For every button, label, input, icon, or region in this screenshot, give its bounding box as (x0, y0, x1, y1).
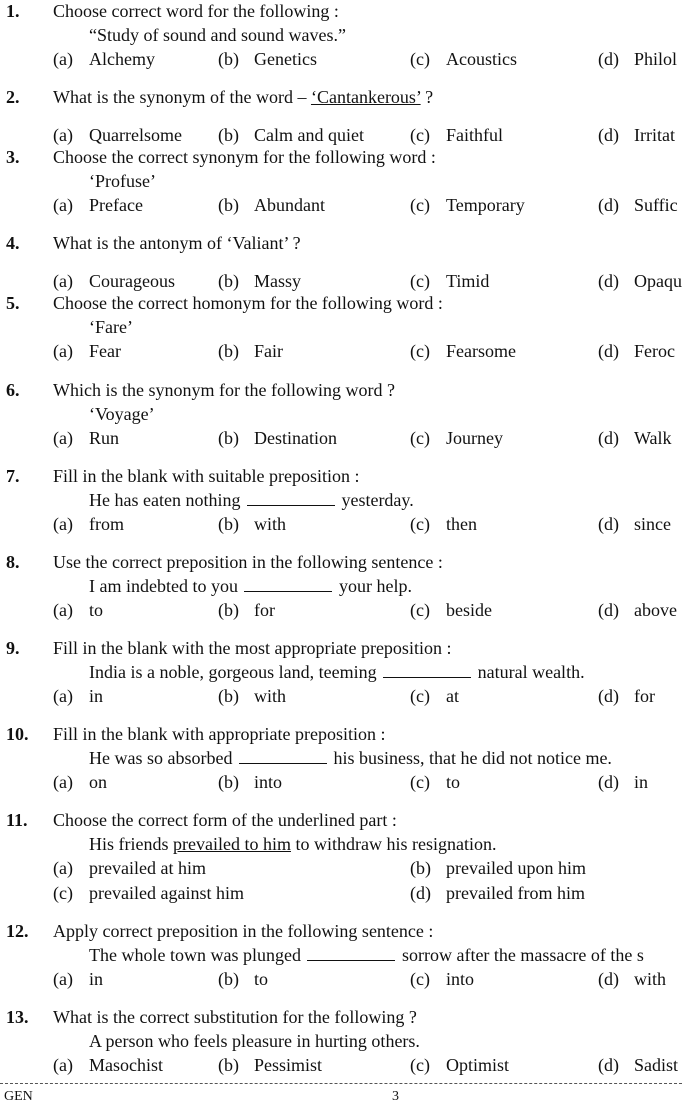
question-number: 4. (6, 233, 20, 253)
option-text: Genetics (254, 49, 317, 69)
option-text: Optimist (446, 1055, 510, 1075)
option-letter: (c) (410, 49, 430, 69)
option-letter: (d) (598, 125, 619, 145)
question-1 (0, 0, 682, 84)
option-letter: (a) (53, 341, 73, 361)
option-a[interactable] (53, 515, 124, 533)
option-text: with (254, 514, 287, 534)
question-number: 12. (6, 921, 29, 941)
option-d[interactable] (598, 429, 672, 447)
prompt-text: yesterday. (336, 490, 414, 510)
option-letter: (c) (410, 600, 430, 620)
option-c[interactable] (410, 342, 516, 360)
option-text: Alchemy (89, 49, 155, 69)
option-text: Calm and quiet (254, 125, 364, 145)
option-text: Temporary (446, 195, 525, 215)
option-text: prevailed at him (89, 858, 206, 878)
option-letter: (c) (410, 271, 430, 291)
option-text: in (89, 969, 104, 989)
option-text: with (634, 969, 667, 989)
question-12 (0, 920, 682, 1004)
question-5 (0, 292, 682, 376)
option-a[interactable] (53, 970, 103, 988)
option-c[interactable] (410, 773, 460, 791)
option-letter: (b) (218, 428, 239, 448)
option-text: from (89, 514, 124, 534)
question-prompt (89, 946, 644, 964)
prompt-text: India is a noble, gorgeous land, teeming (89, 662, 382, 682)
option-d[interactable] (598, 50, 677, 68)
option-text: Philol (634, 49, 678, 69)
question-number: 10. (6, 724, 29, 744)
option-c[interactable] (410, 1056, 509, 1074)
question-prompt: “Study of sound and sound waves.” (89, 25, 346, 45)
option-a[interactable] (53, 687, 103, 705)
answer-blank (239, 749, 327, 764)
question-prompt: ‘Profuse’ (89, 171, 156, 191)
option-b[interactable] (218, 50, 317, 68)
question-prompt (89, 749, 612, 767)
question-prompt (89, 663, 585, 681)
option-a[interactable] (53, 196, 143, 214)
question-13 (0, 1006, 682, 1090)
option-letter: (d) (598, 428, 619, 448)
option-text: Destination (254, 428, 337, 448)
footer-divider (0, 1083, 682, 1084)
option-text: then (446, 514, 477, 534)
option-b[interactable] (218, 272, 301, 290)
option-letter: (d) (598, 341, 619, 361)
prompt-text: his business, that he did not notice me. (328, 748, 612, 768)
stem-text: ? (420, 87, 434, 107)
question-prompt: ‘Fare’ (89, 317, 133, 337)
option-a[interactable] (53, 126, 182, 144)
question-10 (0, 723, 682, 807)
question-stem: Fill in the blank with appropriate preposition : (53, 724, 386, 744)
option-b[interactable] (218, 687, 286, 705)
option-letter: (a) (53, 969, 73, 989)
option-letter: (c) (410, 341, 430, 361)
option-text: at (446, 686, 459, 706)
option-text: beside (446, 600, 492, 620)
option-d[interactable] (598, 272, 682, 290)
question-stem: What is the correct substitution for the following ? (53, 1007, 417, 1027)
option-d[interactable] (598, 126, 675, 144)
option-c[interactable] (410, 126, 503, 144)
option-b[interactable] (218, 342, 283, 360)
question-stem: What is the antonym of ‘Valiant’ ? (53, 233, 301, 253)
question-stem: Fill in the blank with the most appropriate preposition : (53, 638, 452, 658)
prompt-text: His friends (89, 834, 173, 854)
option-letter: (a) (53, 772, 73, 792)
option-b[interactable] (218, 196, 325, 214)
option-c[interactable] (410, 515, 477, 533)
question-9 (0, 637, 682, 721)
option-b[interactable] (410, 859, 586, 877)
option-letter: (b) (218, 341, 239, 361)
option-text: Preface (89, 195, 143, 215)
option-text: Run (89, 428, 120, 448)
option-a[interactable] (53, 272, 175, 290)
option-a[interactable] (53, 859, 206, 877)
option-text: Walk (634, 428, 672, 448)
option-text: Faithful (446, 125, 503, 145)
question-number: 1. (6, 1, 20, 21)
option-text: on (89, 772, 107, 792)
option-letter: (b) (218, 686, 239, 706)
option-letter: (c) (410, 969, 430, 989)
answer-blank (383, 663, 471, 678)
option-letter: (d) (598, 514, 619, 534)
question-prompt (89, 491, 414, 509)
option-text: Quarrelsome (89, 125, 182, 145)
option-text: prevailed upon him (446, 858, 586, 878)
prompt-text: sorrow after the massacre of the s (397, 945, 644, 965)
option-text: Journey (446, 428, 503, 448)
option-a[interactable] (53, 1056, 163, 1074)
option-letter: (b) (218, 600, 239, 620)
option-c[interactable] (410, 429, 503, 447)
option-letter: (a) (53, 1055, 73, 1075)
option-d[interactable] (598, 970, 666, 988)
option-c[interactable] (410, 50, 517, 68)
option-letter: (d) (598, 772, 619, 792)
option-b[interactable] (218, 970, 268, 988)
option-letter: (a) (53, 195, 73, 215)
option-letter: (d) (598, 49, 619, 69)
question-prompt (89, 835, 496, 853)
option-letter: (b) (218, 195, 239, 215)
option-letter: (b) (218, 271, 239, 291)
option-c[interactable] (410, 272, 489, 290)
option-letter: (c) (410, 772, 430, 792)
option-text: to (254, 969, 269, 989)
option-letter: (a) (53, 271, 73, 291)
question-number: 5. (6, 293, 20, 313)
prompt-text: natural wealth. (473, 662, 585, 682)
prompt-text: I am indebted to you (89, 576, 243, 596)
page-number: 3 (392, 1089, 399, 1104)
option-d[interactable] (598, 687, 655, 705)
question-stem: Choose correct word for the following : (53, 1, 339, 21)
question-stem: Apply correct preposition in the following sentence : (53, 921, 434, 941)
option-a[interactable] (53, 50, 155, 68)
option-letter: (d) (598, 686, 619, 706)
option-text: to (89, 600, 104, 620)
option-letter: (b) (410, 858, 431, 878)
option-a[interactable] (53, 601, 103, 619)
option-a[interactable] (53, 773, 107, 791)
option-text: Massy (254, 271, 302, 291)
option-letter: (a) (53, 428, 73, 448)
answer-blank (307, 946, 395, 961)
option-a[interactable] (53, 429, 119, 447)
prompt-text: He was so absorbed (89, 748, 237, 768)
option-letter: (b) (218, 1055, 239, 1075)
option-text: Opaqu (634, 271, 682, 291)
option-text: in (634, 772, 649, 792)
option-letter: (a) (53, 686, 73, 706)
option-c[interactable] (410, 196, 525, 214)
answer-blank (244, 577, 332, 592)
question-stem: Fill in the blank with suitable preposition : (53, 466, 360, 486)
option-text: Masochist (89, 1055, 163, 1075)
option-text: Fear (89, 341, 121, 361)
option-b[interactable] (218, 601, 275, 619)
option-letter: (b) (218, 772, 239, 792)
option-d[interactable] (598, 196, 678, 214)
question-prompt: ‘Voyage’ (89, 404, 155, 424)
option-letter: (d) (598, 969, 619, 989)
option-text: in (89, 686, 104, 706)
option-text: Acoustics (446, 49, 517, 69)
prompt-text: He has eaten nothing (89, 490, 245, 510)
question-number: 11. (6, 810, 28, 830)
option-d[interactable] (598, 1056, 678, 1074)
option-text: for (634, 686, 655, 706)
option-text: Timid (446, 271, 490, 291)
option-letter: (b) (218, 969, 239, 989)
option-text: Courageous (89, 271, 175, 291)
option-letter: (c) (410, 125, 430, 145)
question-number: 8. (6, 552, 20, 572)
option-text: Sadist (634, 1055, 679, 1075)
question-prompt (89, 577, 412, 595)
option-d[interactable] (598, 342, 675, 360)
option-b[interactable] (218, 429, 337, 447)
option-letter: (c) (53, 883, 73, 903)
option-text: above (634, 600, 677, 620)
option-b[interactable] (218, 515, 286, 533)
question-prompt: A person who feels pleasure in hurting others. (89, 1031, 420, 1051)
option-letter: (c) (410, 514, 430, 534)
option-letter: (c) (410, 195, 430, 215)
option-d[interactable] (598, 601, 677, 619)
answer-blank (247, 491, 335, 506)
option-b[interactable] (218, 773, 282, 791)
option-letter: (c) (410, 686, 430, 706)
question-stem: Choose the correct form of the underlined part : (53, 810, 397, 830)
question-3 (0, 146, 682, 230)
option-letter: (d) (598, 195, 619, 215)
underlined-word: ‘Cantankerous’ (310, 87, 421, 107)
question-number: 3. (6, 147, 20, 167)
option-b[interactable] (218, 1056, 322, 1074)
question-8 (0, 551, 682, 635)
option-text: since (634, 514, 671, 534)
option-letter: (a) (53, 514, 73, 534)
option-d[interactable] (410, 884, 585, 902)
option-letter: (a) (53, 125, 73, 145)
question-number: 6. (6, 380, 20, 400)
option-letter: (c) (410, 1055, 430, 1075)
option-text: Suffic (634, 195, 678, 215)
option-letter: (b) (218, 125, 239, 145)
question-stem: Choose the correct synonym for the following word : (53, 147, 436, 167)
option-letter: (c) (410, 428, 430, 448)
option-letter: (a) (53, 600, 73, 620)
question-number: 9. (6, 638, 20, 658)
option-text: Fair (254, 341, 283, 361)
option-letter: (b) (218, 49, 239, 69)
option-text: into (254, 772, 283, 792)
prompt-text: The whole town was plunged (89, 945, 306, 965)
option-letter: (d) (598, 1055, 619, 1075)
option-text: Fearsome (446, 341, 516, 361)
option-text: prevailed from him (446, 883, 585, 903)
question-stem: Choose the correct homonym for the following word : (53, 293, 443, 313)
prompt-text: to withdraw his resignation. (290, 834, 497, 854)
option-letter: (a) (53, 858, 73, 878)
option-letter: (d) (410, 883, 431, 903)
option-b[interactable] (218, 126, 364, 144)
option-d[interactable] (598, 515, 671, 533)
option-text: Feroc (634, 341, 675, 361)
question-6 (0, 379, 682, 463)
option-text: Abundant (254, 195, 325, 215)
stem-text: What is the synonym of the word – (53, 87, 311, 107)
question-number: 7. (6, 466, 20, 486)
question-11 (0, 809, 682, 903)
option-text: Irritat (634, 125, 675, 145)
question-7 (0, 465, 682, 549)
option-d[interactable] (598, 773, 648, 791)
option-text: prevailed against him (89, 883, 244, 903)
option-c[interactable] (410, 601, 492, 619)
option-text: with (254, 686, 287, 706)
option-text: for (254, 600, 275, 620)
option-letter: (d) (598, 600, 619, 620)
option-text: to (446, 772, 461, 792)
option-c[interactable] (410, 970, 474, 988)
question-stem (53, 88, 433, 106)
option-letter: (d) (598, 271, 619, 291)
question-stem: Which is the synonym for the following word ? (53, 380, 395, 400)
prompt-text: your help. (334, 576, 412, 596)
option-a[interactable] (53, 342, 121, 360)
question-number: 13. (6, 1007, 29, 1027)
underlined-part: prevailed to him (173, 834, 291, 854)
option-text: Pessimist (254, 1055, 323, 1075)
question-stem: Use the correct preposition in the following sentence : (53, 552, 443, 572)
question-number: 2. (6, 87, 20, 107)
option-letter: (b) (218, 514, 239, 534)
option-c[interactable] (410, 687, 459, 705)
option-c[interactable] (53, 884, 244, 902)
footer-code: GEN (4, 1089, 33, 1104)
option-text: into (446, 969, 475, 989)
option-letter: (a) (53, 49, 73, 69)
